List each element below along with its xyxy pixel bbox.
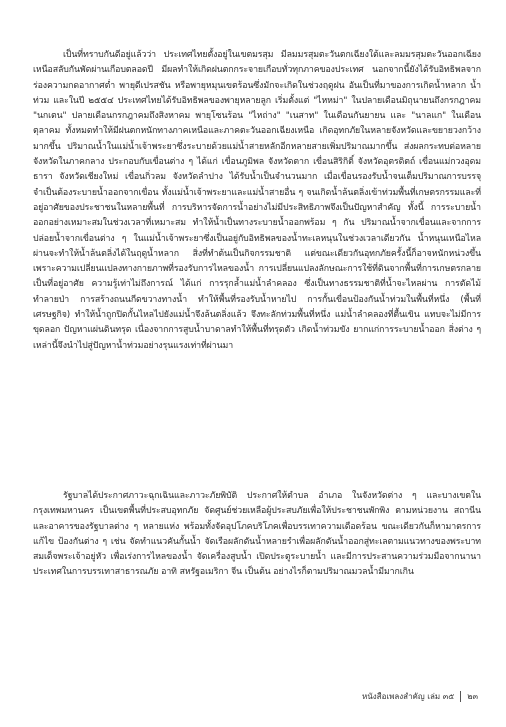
body-paragraph-2: รัฐบาลได้ประกาศภาวะฉุกเฉินและภาวะภัยพิบัติ ประกาศให้ตำบล อำเภอ ในจังหวัดต่าง ๆ และบางเขตในกรุงเทพมหานคร เป็นเขตพื้นที่ประสบอุทกภัย จัดศูนย์ช่วยเหลือผู้ประสบภัยเพื่อให้ประชาชนพักพิง ตามหน่วยงาน สถานีน และอาคารของรัฐบาลต่าง ๆ หลายแห่ง พร้อมทั้งจัดอุปโภคบริโภคเพื่อบรรเทาความเดือดร้อน ขณะเดียวกันก็หามาตรการแก้ไข ป้องกันต่าง ๆ เช่น จัดทำแนวคันกั้นน้ำ จัดเรือผลักดันน้ำหลายรำเพื่อผลักดันน้ำออกสู่ทะเลตามแนวทางของพระบาทสมเด็จพระเจ้าอยู่หัว เพื่อเร่งการไหลของน้ำ จัดเครื่องสูบน้ำ เปิดประตูระบายน้ำ และมีการประสานความร่วมมือจากนานาประเทศในการบรรเทาสาธารณภัย อาทิ สหรัฐอเมริกา จีน เป็นต้น อย่างไรก็ตามปริมาณมวลน้ำมีมากเกิน — [33, 491, 481, 578]
page-number: ๒๓ — [467, 692, 478, 701]
running-title: หนังสือเพลงสำคัญ เล่ม ๓๕ — [362, 692, 455, 701]
body-paragraph-1: เป็นที่ทราบกันดีอยู่แล้วว่า ประเทศไทยตั้งอยู่ในเขตมรสุม มีลมมรสุมตะวันตกเฉียงใต้และลมมรสุมตะวันออกเฉียงเหนือสลับกันพัดผ่านเกือบตลอดปี มีผลทำให้เกิดฝนตกกระจายเกือบทั่วทุกภาคของประเทศ นอกจากนี้ยังได้รับอิทธิพลจากร่องความกดอากาศต่ำ พายุดีเปรสชัน หรือพายุหมุนเขตร้อนซึ่งมักจะเกิดในช่วงฤดูฝน อันเป็นที่มาของการเกิดน้ำหลาก น้ำท่วม และในปี ๒๕๕๔ ประเทศไทยได้รับอิทธิพลของพายุหลายลูก เริ่มตั้งแต่ "ไหหม่า" ในปลายเดือนมิถุนายนถึงกรกฎาคม "นกเตน" ปลายเดือนกรกฎาคมถึงสิงหาคม พายุโซนร้อน "ไหถ่าง" "เนสาท" ในเดือนกันยายน และ "นาลแก" ในเดือนตุลาคม ทั้งหมดทำให้มีฝนตกหนักทางภาคเหนือและภาคตะวันออกเฉียงเหนือ เกิดอุทกภัยในหลายจังหวัดและขยายวงกว้างมากขึ้น ปริมาณน้ำในแม่น้ำเจ้าพระยาซึ่งระบายด้วยแม่น้ำสายหลักอีกหลายสายเพิ่มปริมาณมากขึ้น ส่งผลกระทบต่อหลายจังหวัดในภาคกลาง ประกอบกับเขื่อนต่าง ๆ ได้แก่ เขื่อนภูมิพล จังหวัดตาก เขื่อนสิริกิติ์ จังหวัดอุตรดิตถ์ เขื่อนแม่กวงอุดมธารา จังหวัดเชียงใหม่ เขื่อนกิ่วลม จังหวัดลำปาง ได้รับน้ำเป็นจำนวนมาก เมื่อเขื่อนรองรับน้ำจนเต็มปริมาณการบรรจุ จำเป็นต้องระบายน้ำออกจากเขื่อน ทั้งแม่น้ำเจ้าพระยาและแม่น้ำสายอื่น ๆ จนเกิดน้ำล้นตลิ่งเข้าท่วมพื้นที่เกษตรกรรมและที่อยู่อาศัยของประชาชนในหลายพื้นที่ การบริหารจัดการน้ำอย่างไม่มีประสิทธิภาพจึงเป็นปัญหาสำคัญ ทั้งนี้ การระบายน้ำออกอย่างเหมาะสมในช่วงเวลาที่เหมาะสม ทำให้น้ำเป็นทางระบายน้ำออกพร้อม ๆ กัน ปริมาณน้ำจากเขื่อนและจากการปล่อยน้ำจากเขื่อนต่าง ๆ ในแม่น้ำเจ้าพระยาซึ่งเป็นอยู่กับอิทธิพลของน้ำทะเลหนุนในช่วงเวลาเดียวกัน น้ำหนุนเหนือไหลผ่านจะทำให้น้ำล้นตลิ่งได้ในฤดูน้ำหลาก สิ่งที่ทำต้นเป็นกิจกรรมชาติ แต่ขณะเดียวกันอุทกภัยครั้งนี้ก็อาจหนักหน่วงขึ้นเพราะความเปลี่ยนแปลงทางกายภาพที่รองรับการไหลของน้ำ การเปลี่ยนแปลงลักษณะการใช้ที่ดินจากพื้นที่การเกษตรกลายเป็นที่อยู่อาศัย ความรู้เท่าไม่ถึงการณ์ ได้แก่ การรุกล้ำแม่น้ำลำคลอง ซึ่งเป็นทางธรรมชาติที่น้ำจะไหลผ่าน การตัดไม้ทำลายป่า การสร้างถนนกีดขวางทางน้ำ ทำให้พื้นที่รองรับน้ำหายไป การกั้นเขื่อนป้องกันน้ำท่วมในพื้นที่หนึ่ง (พื้นที่เศรษฐกิจ) ทำให้น้ำถูกปิดกั้นไหลไปยังแม่น้ำจึงล้นตลิ่งแล้ว จึงทะลักท่วมพื้นที่หนึ่ง แม่น้ำลำคลองที่ตื้นเขิน แทบจะไม่มีการขุดลอก ปัญหาแผ่นดินทรุด เนื่องจากการสูบน้ำบาดาลทำให้พื้นที่ทรุดตัว เกิดน้ำท่วมขัง ยากแก่การระบายน้ำออก สิ่งต่าง ๆ เหล่านี้จึงนำไปสู่ปัญหาน้ำท่วมอย่างรุนแรงเท่าที่ผ่านมา — [33, 50, 481, 351]
footer-divider — [460, 691, 461, 702]
page-footer — [362, 690, 478, 703]
